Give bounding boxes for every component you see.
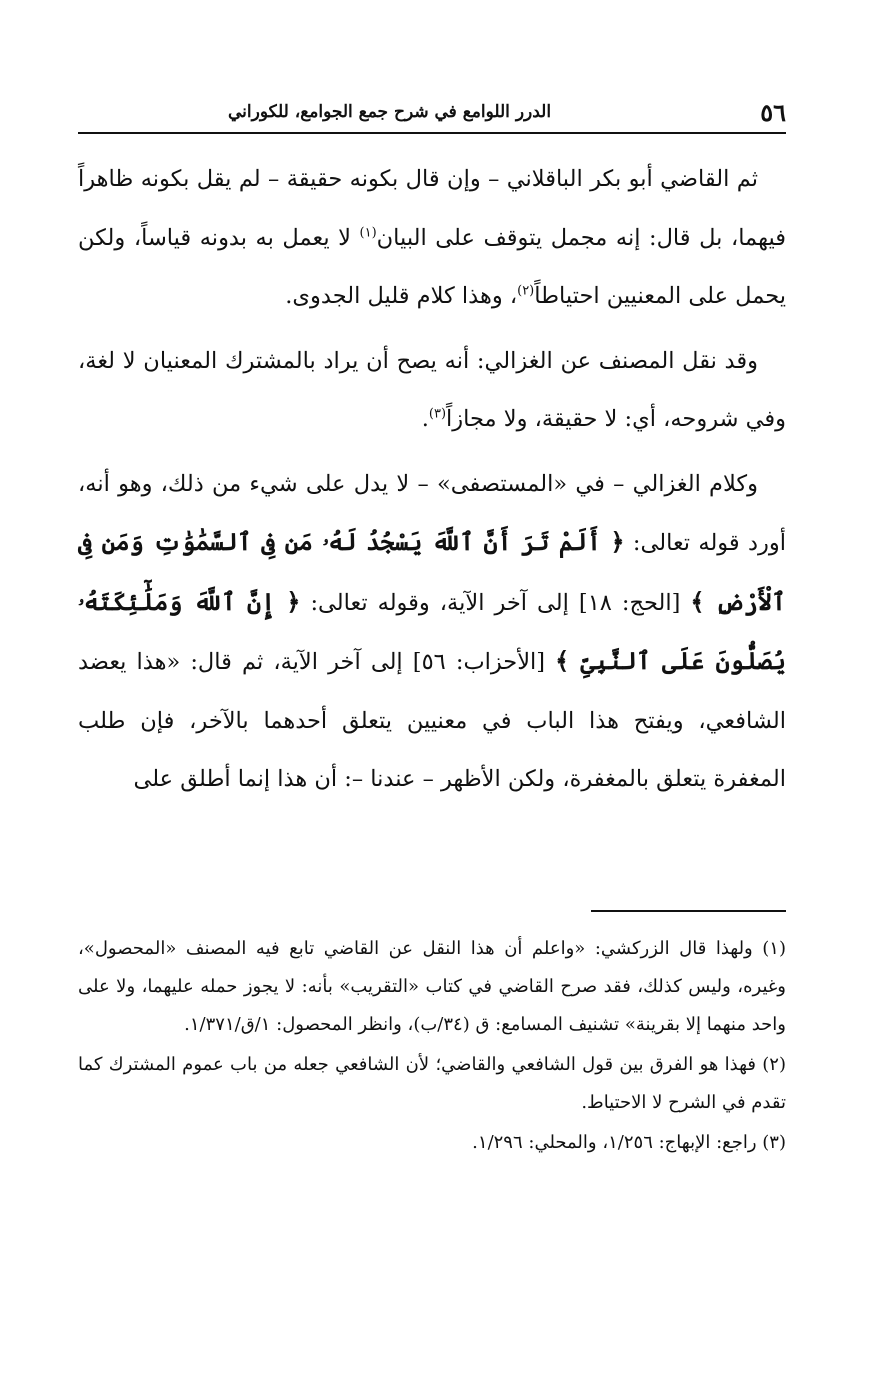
page-header xyxy=(78,92,786,134)
quran-verse-2: ﴿ إِنَّ ٱللَّهَ وَمَلَٰٓئِكَتَهُۥ يُصَلُّونَ عَلَى ٱلنَّبِىِّ ﴾ xyxy=(78,586,786,675)
paragraph-3-text-c: [الأحزاب: ٥٦] إلى آخر الآية، ثم قال: «هذا يعضد الشافعي، ويفتح هذا الباب في معنيين يتعلق أحدهما بالآخر، فإن طلب المغفرة يتعلق بالمغفرة، ولكن الأظهر – عندنا –: أن هذا إنما أطلق على xyxy=(78,649,786,792)
paragraph-2-text-b: . xyxy=(421,406,429,432)
footnote-2: (٢) فهذا هو الفرق بين قول الشافعي والقاضي؛ لأن الشافعي جعله من باب عموم المشترك كما تقدم في الشرح لا الاحتياط. xyxy=(78,1054,786,1113)
footnote-ref-1: (١) xyxy=(359,225,377,240)
paragraph-3-text-a: وكلام الغزالي – في «المستصفى» – لا يدل على شيء من ذلك، وهو أنه، أورد قوله تعالى: xyxy=(78,470,786,556)
main-text xyxy=(78,150,786,815)
running-title: الدرر اللوامع في شرح جمع الجوامع، للكوراني xyxy=(228,102,552,122)
footnote-3: (٣) راجع: الإبهاج: ١/٢٥٦، والمحلي: ١/٢٩٦. xyxy=(472,1132,786,1153)
footnote-ref-2: (٢) xyxy=(517,283,535,299)
paragraph-3 xyxy=(78,455,786,809)
footnote-1: (١) ولهذا قال الزركشي: «واعلم أن هذا النقل عن القاضي تابع فيه المصنف «المحصول»، وغيره، وليس كذلك، فقد صرح القاضي في كتاب «التقريب» بأنه: لا يجوز حمله عليهما، ولا على واحد منهما إلا بقرينة» تشنيف المسامع: ق (٣٤/ب)، وانظر المحصول: ١/ق/١/٣٧١. xyxy=(78,938,786,1035)
paragraph-1 xyxy=(78,150,786,326)
paragraph-2 xyxy=(78,332,786,449)
paragraph-2-text-a: وقد نقل المصنف عن الغزالي: أنه يصح أن يراد بالمشترك المعنيان لا لغة، وفي شروحه، أي: لا حقيقة، ولا مجازاً xyxy=(78,347,786,432)
page-number: ٥٦ xyxy=(760,97,786,127)
footnote-ref-3: (٣) xyxy=(428,406,447,422)
paragraph-1-text-c: ، وهذا كلام قليل الجدوى. xyxy=(285,283,518,309)
paragraph-1-text-a: ثم القاضي أبو بكر الباقلاني – وإن قال بكونه حقيقة – لم يقل بكونه ظاهراً فيهما، بل قال: إنه مجمل يتوقف على البيان xyxy=(78,166,786,251)
footnote-separator xyxy=(591,910,786,912)
quran-verse-1: ﴿ أَلَمْ تَرَ أَنَّ ٱللَّهَ يَسْجُدُ لَهُۥ مَن فِى ٱلسَّمَٰوَٰتِ وَمَن فِى ٱلْأَرْضِ ﴾ xyxy=(78,527,786,616)
footnotes xyxy=(78,930,786,1164)
paragraph-3-text-b: [الحج: ١٨] إلى آخر الآية، وقوله تعالى: xyxy=(300,589,691,616)
paragraph-1-text-b: لا يعمل به بدونه قياساً، ولكن يحمل على المعنيين احتياطاً xyxy=(78,224,786,309)
